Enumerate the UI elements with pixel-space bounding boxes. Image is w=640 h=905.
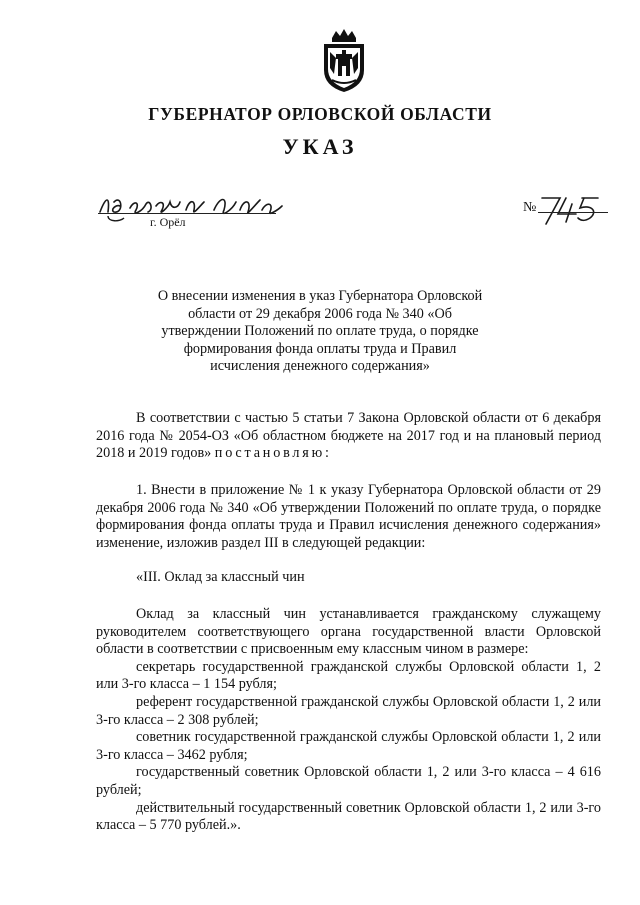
section-title: «III. Оклад за классный чин (136, 569, 305, 585)
salary-item: советник государственной гражданской службы Орловской области 1, 2 или 3-го класса – 3462 рубля; (96, 729, 601, 763)
basis-text: В соответствии с частью 5 статьи 7 Закона Орловской области от 6 декабря 2016 года № 2054-ОЗ «Об областном бюджете на 2017 год и на плановый период 2018 и 2019 годов» (96, 410, 601, 462)
number-underline (538, 212, 608, 213)
document-type-heading: УКАЗ (282, 134, 358, 159)
date-underline (98, 213, 276, 214)
decree-word: постановляю: (214, 445, 332, 462)
coat-of-arms-emblem (318, 28, 370, 94)
salary-item: секретарь государственной гражданской службы Орловской области 1, 2 или 3-го класса – 1 154 рубля; (96, 658, 601, 693)
number-sign: № (523, 200, 537, 215)
decree-title: О внесении изменения в указ Губернатора Орловской области от 29 декабря 2006 года № 340 «Об утверждении Положений по оплате труда, о порядке формирования фонда оплаты труда и Правил исчисления денежного содержания» (157, 288, 483, 375)
salary-item: государственный советник Орловской области 1, 2 или 3-го класса – 4 616 рублей; (96, 764, 601, 798)
handwritten-date (96, 192, 286, 222)
item-1-paragraph (96, 482, 601, 552)
authority-heading: ГУБЕРНАТОР ОРЛОВСКОЙ ОБЛАСТИ (148, 104, 492, 124)
salary-intro: Оклад за классный чин устанавливается гражданскому служащему руководителем соответствующего органа государственной власти Орловской области в соответствии с присвоенным ему классным чином в размере: (96, 606, 601, 658)
salary-section (96, 606, 601, 835)
item-1-text: 1. Внести в приложение № 1 к указу Губернатора Орловской области от 29 декабря 2006 года № 340 «Об утверждении Положений по оплате труда, о порядке формирования фонда оплаты труда и Правил исчисления денежного содержания» изменение, изложив раздел III в следующей редакции: (96, 482, 601, 551)
salary-item: действительный государственный советник Орловской области 1, 2 или 3-го класса – 5 770 рублей.». (96, 799, 601, 834)
salary-item: референт государственной гражданской службы Орловской области 1, 2 или 3-го класса – 2 308 рублей; (96, 693, 601, 728)
handwritten-number (536, 190, 614, 226)
basis-paragraph (96, 410, 601, 463)
city-label: г. Орёл (150, 215, 186, 229)
